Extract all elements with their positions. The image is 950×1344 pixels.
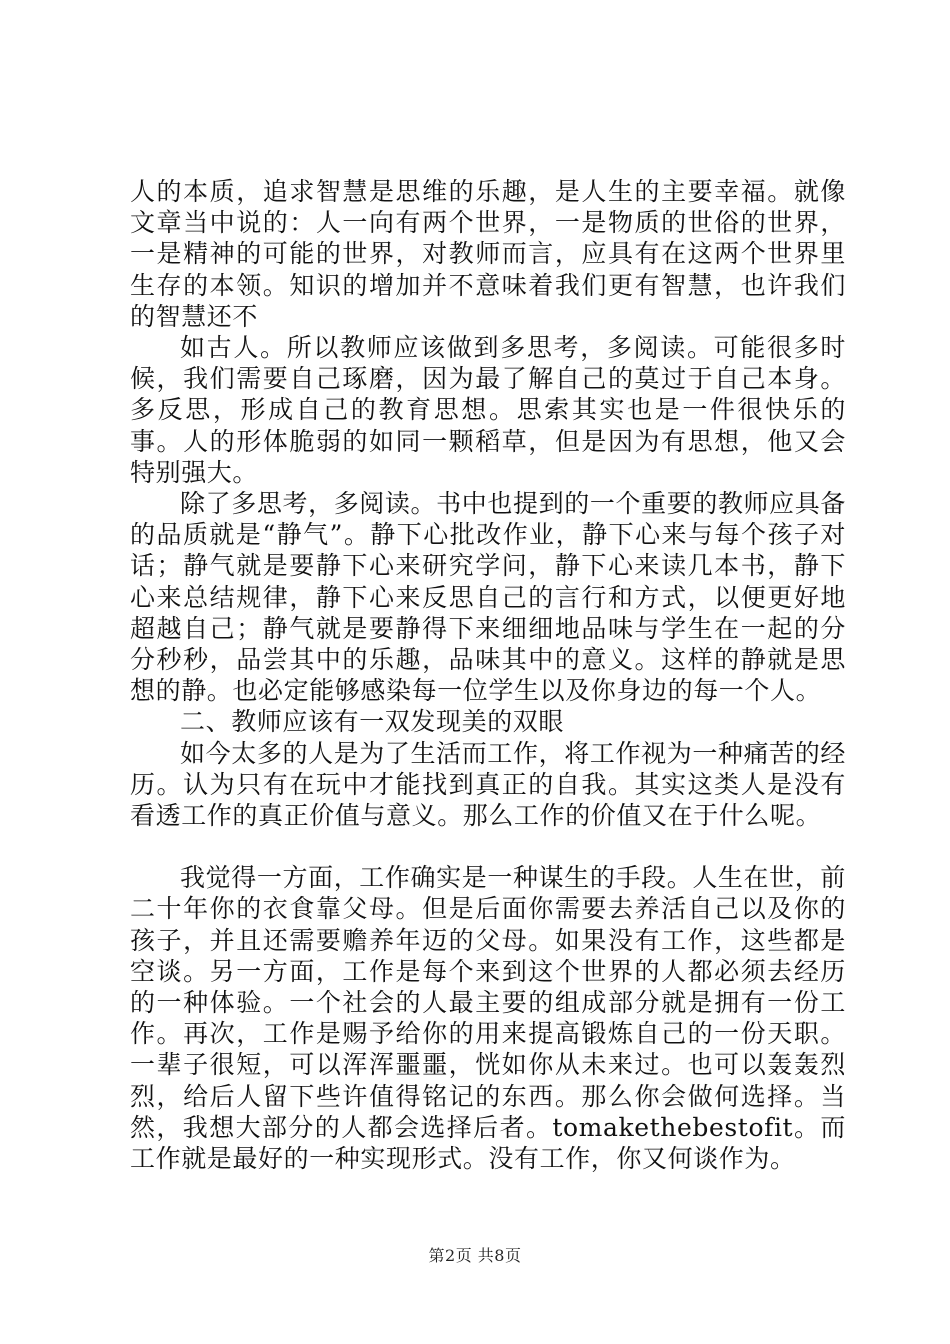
paragraph-4: 如今太多的人是为了生活而工作，将工作视为一种痛苦的经历。认为只有在玩中才能找到真正的自我。其实这类人是没有看透工作的真正价值与意义。那么工作的价值又在于什么呢。 [130,738,846,831]
paragraph-3: 除了多思考，多阅读。书中也提到的一个重要的教师应具备的品质就是“静气”。静下心批改作业，静下心来与每个孩子对话；静气就是要静下心来研究学问，静下心来读几本书，静下心来总结规律，静下心来反思自己的言行和方式，以便更好地超越自己；静气就是要静得下来细细地品味与学生在一起的分分秒秒，品尝其中的乐趣，品味其中的意义。这样的静就是思想的静。也必定能够感染每一位学生以及你身边的每一个人。 [130,489,846,706]
section-heading: 二、教师应该有一双发现美的双眼 [180,707,565,737]
paragraph-gap [130,831,846,862]
paragraph-1: 人的本质，追求智慧是思维的乐趣，是人生的主要幸福。就像文章当中说的：人一向有两个世界，一是物质的世俗的世界，一是精神的可能的世界，对教师而言，应具有在这两个世界里生存的本领。知识的增加并不意味着我们更有智慧，也许我们的智慧还不 [130,177,846,331]
document-body [130,176,846,1174]
paragraph-2: 如古人。所以教师应该做到多思考，多阅读。可能很多时候，我们需要自己琢磨，因为最了解自己的莫过于自己本身。多反思，形成自己的教育思想。思索其实也是一件很快乐的事。人的形体脆弱的如同一颗稻草，但是因为有思想，他又会特别强大。 [130,333,846,487]
page-number-footer: 第2页 共8页 [428,1246,522,1265]
paragraph-5: 我觉得一方面，工作确实是一种谋生的手段。人生在世，前二十年你的衣食靠父母。但是后面你需要去养活自己以及你的孩子，并且还需要赡养年迈的父母。如果没有工作，这些都是空谈。另一方面，工作是每个来到这个世界的人都必须去经历的一种体验。一个社会的人最主要的组成部分就是拥有一份工作。再次，工作是赐予给你的用来提高锻炼自己的一份天职。一辈子很短，可以浑浑噩噩，恍如你从未来过。也可以轰轰烈烈，给后人留下些许值得铭记的东西。那么你会做何选择。当然，我想大部分的人都会选择后者。tomakethebestofit。而工作就是最好的一种实现形式。没有工作，你又何谈作为。 [130,863,846,1174]
